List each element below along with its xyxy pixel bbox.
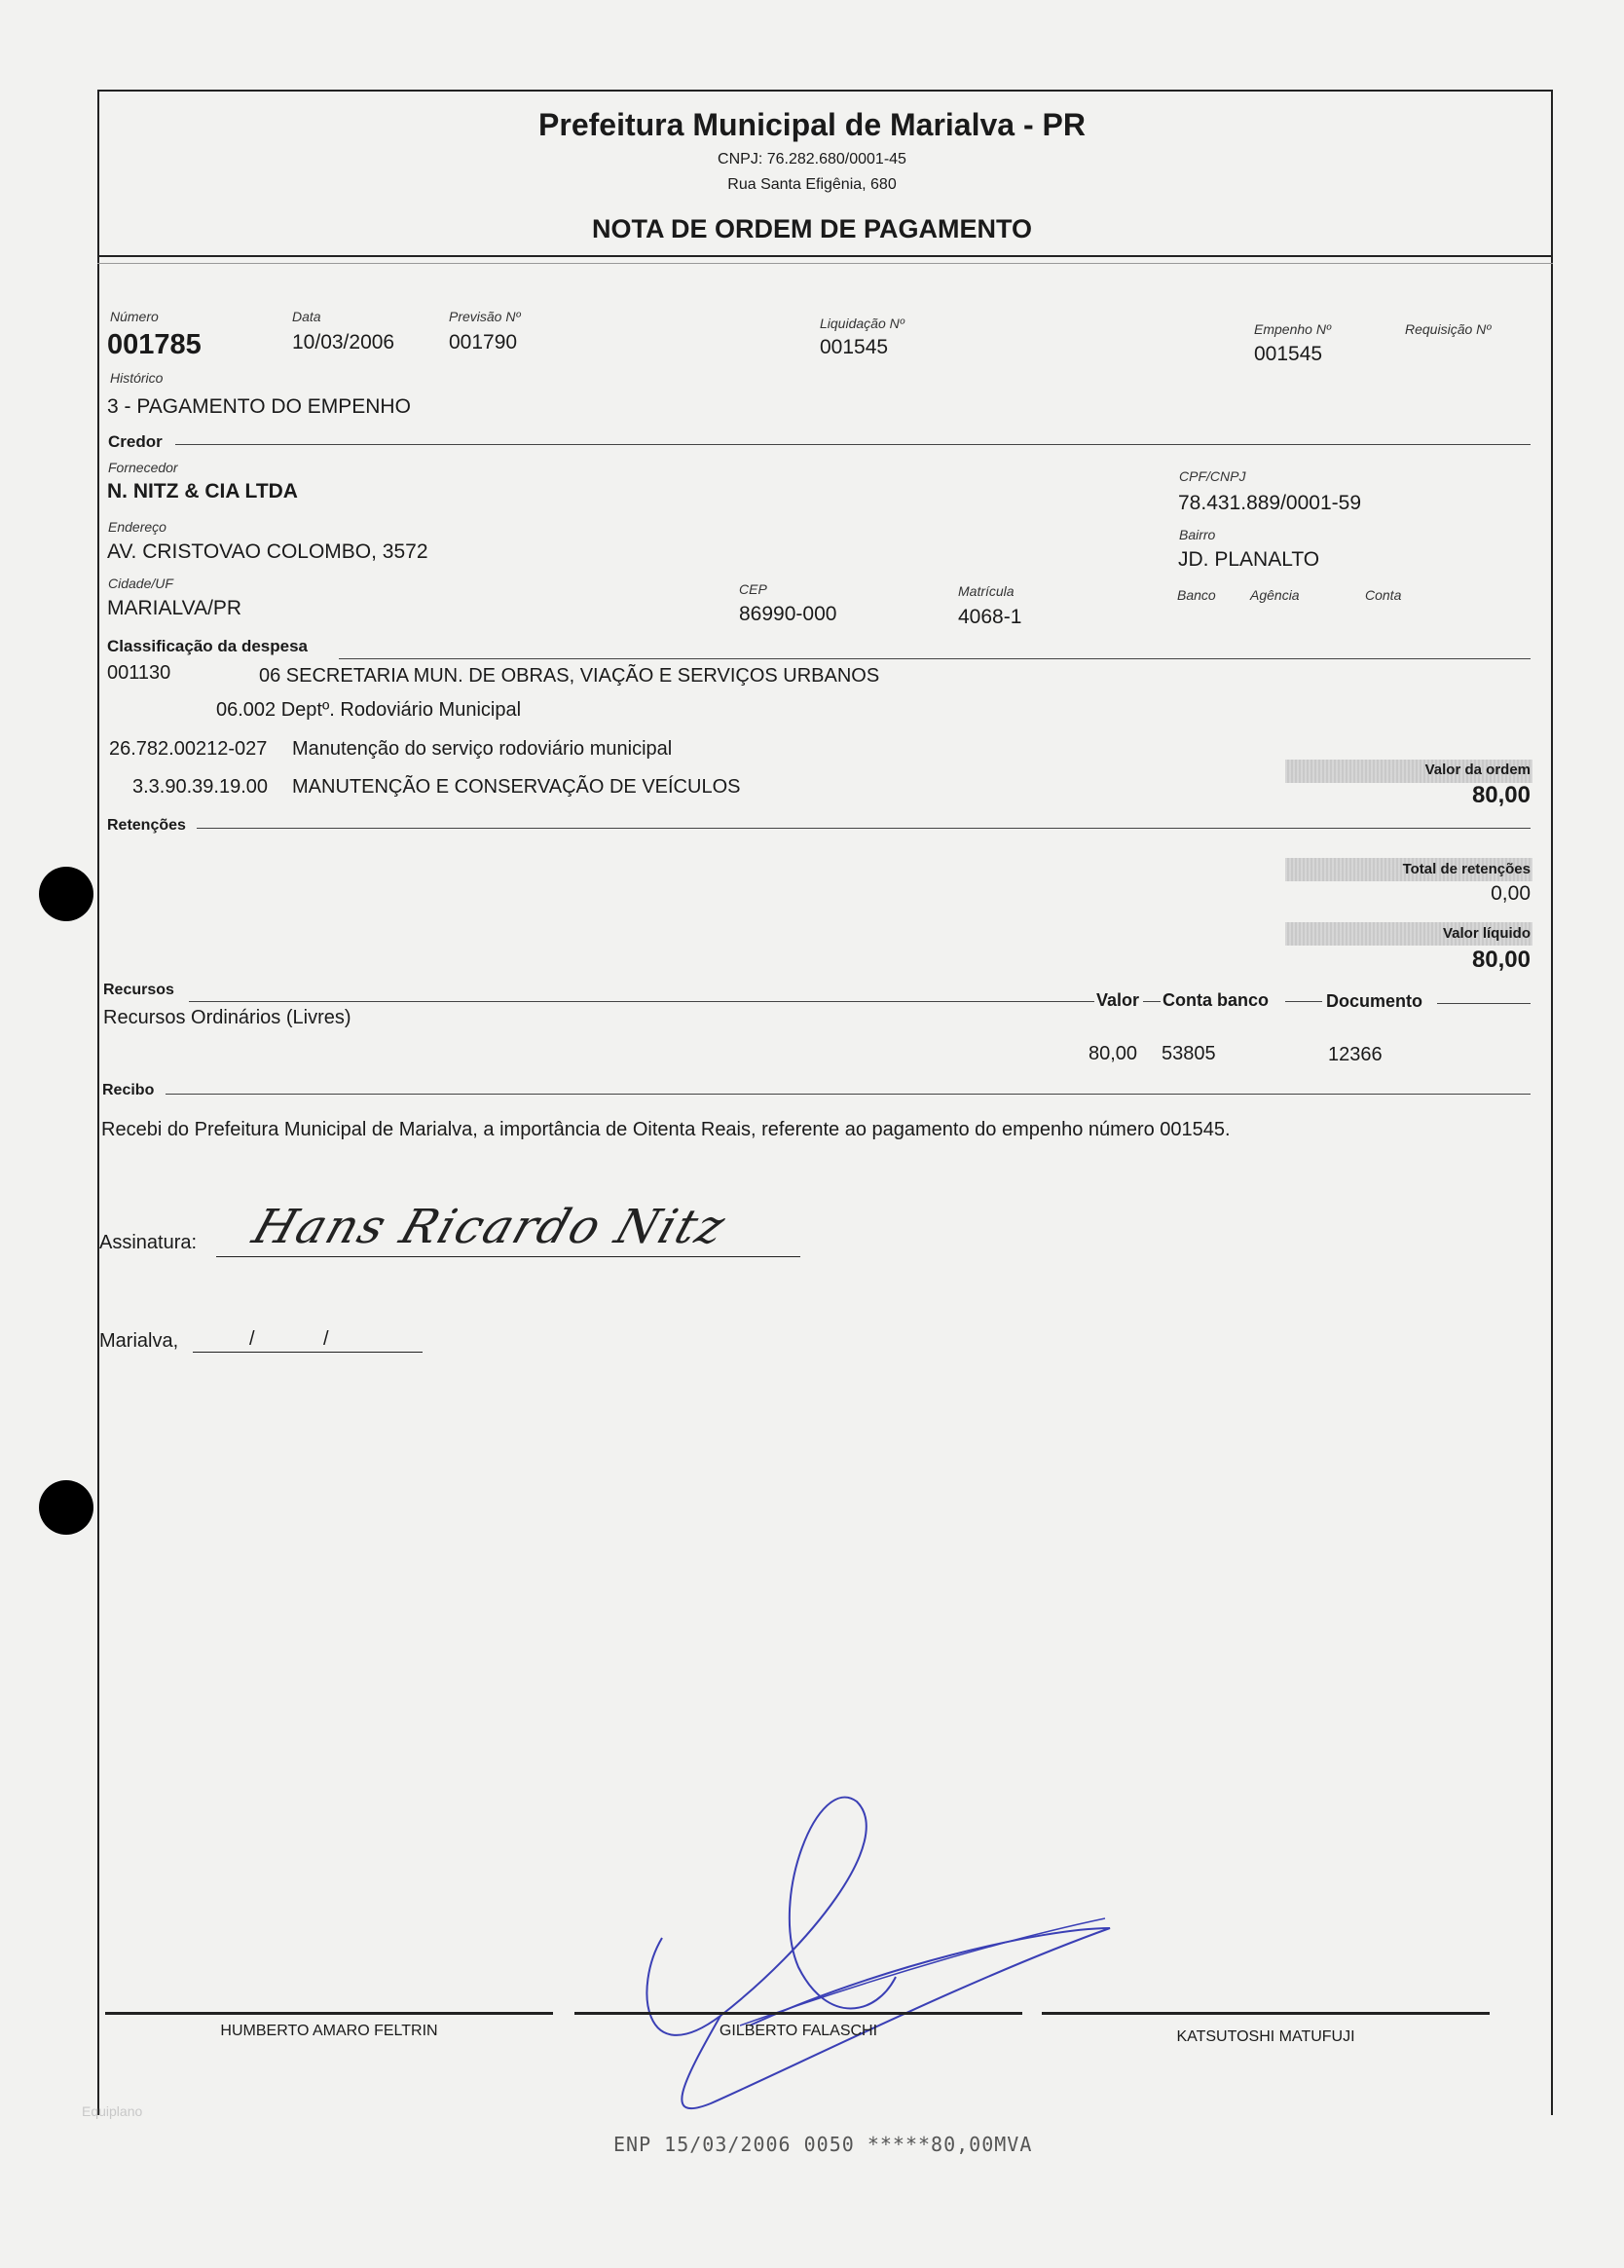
header-divider: [97, 255, 1553, 257]
endereco-value: AV. CRISTOVAO COLOMBO, 3572: [107, 540, 428, 563]
recibo-rule: [166, 1094, 1531, 1095]
cep-label: CEP: [739, 581, 767, 597]
classificacao-rule: [339, 658, 1531, 659]
handwritten-signature: Hans Ricardo Nitz: [245, 1200, 734, 1254]
matricula-value: 4068-1: [958, 606, 1022, 628]
date-blank-line: [193, 1352, 423, 1353]
endereco-label: Endereço: [108, 519, 166, 535]
signatory-name-3: KATSUTOSHI MATUFUJI: [1176, 2028, 1355, 2045]
cidade-label: Cidade/UF: [108, 576, 173, 591]
valor-liquido-value: 80,00: [1471, 947, 1531, 973]
signatory-line-3: [1042, 2012, 1490, 2015]
documento-label: Documento: [1326, 991, 1422, 1011]
recursos-rule-1: [189, 1001, 1094, 1002]
empenho-value: 001545: [1254, 343, 1323, 365]
empenho-label: Empenho Nº: [1254, 321, 1332, 337]
valor-ordem-label: Valor da ordem: [1424, 762, 1531, 778]
signatory-name-2: GILBERTO FALASCHI: [719, 2023, 878, 2039]
assinatura-line: [216, 1256, 800, 1257]
recursos-rule-3: [1285, 1001, 1322, 1002]
numero-value: 001785: [107, 329, 202, 360]
recursos-rule-4: [1437, 1003, 1531, 1004]
punch-hole-bottom: [39, 1480, 93, 1535]
assinatura-label: Assinatura:: [99, 1232, 198, 1253]
valor-liquido-label: Valor líquido: [1442, 925, 1531, 942]
numero-label: Número: [110, 309, 159, 324]
recursos-valor: 80,00: [1089, 1043, 1138, 1064]
classificacao-code-3: 26.782.00212-027: [109, 738, 268, 760]
classificacao-code-1: 001130: [107, 662, 171, 684]
classificacao-text-4: MANUTENÇÃO E CONSERVAÇÃO DE VEÍCULOS: [292, 776, 741, 798]
conta-banco-label: Conta banco: [1163, 990, 1270, 1010]
credor-rule: [175, 444, 1531, 445]
signatory-name-1: HUMBERTO AMARO FELTRIN: [220, 2023, 438, 2039]
header-divider-2: [97, 263, 1553, 264]
previsao-value: 001790: [449, 331, 518, 353]
matricula-label: Matrícula: [958, 583, 1015, 599]
recursos-valor-label: Valor: [1096, 990, 1140, 1010]
blue-signature-scribble: [623, 1782, 1129, 2133]
previsao-label: Previsão Nº: [449, 309, 521, 324]
historico-label: Histórico: [110, 370, 164, 386]
date-slash-2: /: [323, 1328, 329, 1350]
bairro-value: JD. PLANALTO: [1178, 548, 1320, 571]
data-value: 10/03/2006: [292, 331, 395, 353]
date-slash-1: /: [249, 1328, 255, 1350]
requisicao-label: Requisição Nº: [1405, 321, 1492, 337]
local-data-label: Marialva,: [99, 1330, 179, 1352]
recibo-text: Recebi do Prefeitura Municipal de Marialva, a importância de Oitenta Reais, referente ao pagamento do empenho número 001545.: [101, 1119, 1231, 1140]
cidade-value: MARIALVA/PR: [107, 597, 242, 619]
signatory-line-2: [574, 2012, 1022, 2015]
classificacao-text-2: 06.002 Deptº. Rodoviário Municipal: [216, 699, 522, 721]
banco-label: Banco: [1177, 587, 1216, 603]
punch-hole-top: [39, 867, 93, 921]
document-title: NOTA DE ORDEM DE PAGAMENTO: [591, 214, 1032, 243]
total-retencoes-value: 0,00: [1491, 882, 1531, 905]
classificacao-section-title: Classificação da despesa: [107, 637, 309, 655]
signatory-line-1: [105, 2012, 553, 2015]
cpf-value: 78.431.889/0001-59: [1178, 492, 1362, 514]
credor-section-title: Credor: [108, 432, 163, 451]
agencia-label: Agência: [1250, 587, 1300, 603]
cpf-label: CPF/CNPJ: [1179, 468, 1246, 484]
classificacao-code-4: 3.3.90.39.19.00: [132, 776, 269, 798]
prefeitura-title: Prefeitura Municipal de Marialva - PR: [538, 107, 1086, 142]
recursos-fonte: Recursos Ordinários (Livres): [103, 1007, 351, 1028]
retencoes-section-title: Retenções: [107, 817, 186, 834]
historico-value: 3 - PAGAMENTO DO EMPENHO: [107, 395, 411, 418]
recursos-section-title: Recursos: [103, 982, 174, 998]
retencoes-rule: [197, 828, 1531, 829]
liquidacao-label: Liquidação Nº: [820, 316, 904, 331]
recibo-section-title: Recibo: [102, 1082, 155, 1098]
total-retencoes-label: Total de retenções: [1402, 861, 1531, 877]
recursos-rule-2: [1143, 1001, 1161, 1002]
bairro-label: Bairro: [1179, 527, 1216, 542]
address-header: Rua Santa Efigênia, 680: [727, 176, 897, 193]
conta-label: Conta: [1365, 587, 1402, 603]
fornecedor-value: N. NITZ & CIA LTDA: [107, 480, 298, 502]
faint-footer-text: Equiplano: [82, 2103, 143, 2119]
classificacao-text-3: Manutenção do serviço rodoviário municipal: [292, 738, 673, 760]
ledger-stamp: ENP 15/03/2006 0050 *****80,00MVA: [613, 2133, 1033, 2156]
valor-ordem-value: 80,00: [1471, 782, 1531, 808]
fornecedor-label: Fornecedor: [108, 460, 178, 475]
liquidacao-value: 001545: [820, 336, 889, 358]
cnpj-header: CNPJ: 76.282.680/0001-45: [718, 151, 906, 167]
classificacao-text-1: 06 SECRETARIA MUN. DE OBRAS, VIAÇÃO E SERVIÇOS URBANOS: [259, 665, 880, 687]
data-label: Data: [292, 309, 321, 324]
cep-value: 86990-000: [739, 603, 837, 625]
recursos-conta-banco: 53805: [1162, 1043, 1216, 1064]
recursos-documento: 12366: [1328, 1044, 1383, 1065]
